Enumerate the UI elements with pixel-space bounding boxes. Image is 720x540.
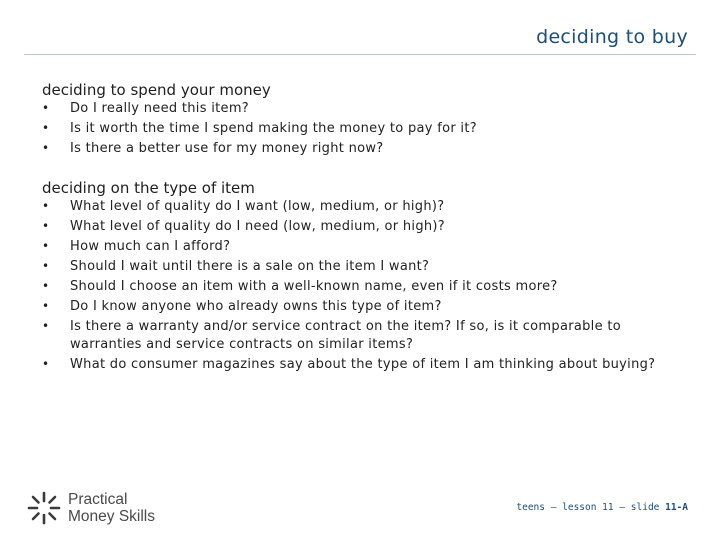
bullet-icon: • xyxy=(42,319,50,334)
slide-title: deciding to buy xyxy=(536,26,688,48)
list-item-text: Should I choose an item with a well-known name, even if it costs more? xyxy=(70,279,558,295)
list-item xyxy=(42,318,682,353)
content xyxy=(42,80,682,393)
list-item xyxy=(42,120,682,138)
list-item-text: What level of quality do I need (low, medium, or high)? xyxy=(70,218,445,234)
list-item xyxy=(42,238,682,256)
list-item xyxy=(42,100,682,118)
list-item-text: Is there a warranty and/or service contract on the item? If so, is it comparable to warranties and service contracts on similar items? xyxy=(70,319,621,352)
bullet-icon: • xyxy=(42,218,50,233)
starburst-icon xyxy=(26,490,62,526)
list-item xyxy=(42,198,682,216)
list-item xyxy=(42,218,682,236)
bullet-icon: • xyxy=(42,198,50,213)
bullet-icon: • xyxy=(42,121,50,136)
list-item-text: Should I wait until there is a sale on the item I want? xyxy=(70,258,430,274)
list-item-text: What do consumer magazines say about the type of item I am thinking about buying? xyxy=(70,356,656,372)
list-item xyxy=(42,278,682,296)
slide-footer xyxy=(516,502,688,513)
bullet-icon: • xyxy=(42,258,50,273)
list-item xyxy=(42,258,682,276)
bullet-list xyxy=(42,100,682,158)
list-item-text: What level of quality do I want (low, medium, or high)? xyxy=(70,198,445,214)
list-item xyxy=(42,298,682,316)
logo-line-1: Practical xyxy=(68,491,128,508)
section-type-of-item xyxy=(42,178,682,374)
list-item xyxy=(42,356,682,374)
logo-text xyxy=(68,491,155,525)
list-item xyxy=(42,140,682,158)
section-spend-money xyxy=(42,80,682,158)
bullet-icon: • xyxy=(42,238,50,253)
title-divider xyxy=(24,54,696,55)
list-item-text: Is there a better use for my money right now? xyxy=(70,141,384,157)
list-item-text: Do I really need this item? xyxy=(70,101,249,116)
slide-number: 11-A xyxy=(665,502,688,513)
bullet-icon: • xyxy=(42,101,50,115)
section-heading: deciding to spend your money xyxy=(42,81,271,99)
footer-label: teens – lesson 11 – slide xyxy=(516,502,666,513)
brand-logo xyxy=(26,488,155,528)
bullet-icon: • xyxy=(42,299,50,314)
list-item-text: How much can I afford? xyxy=(70,238,231,254)
list-item-text: Do I know anyone who already owns this type of item? xyxy=(70,299,442,315)
section-heading: deciding on the type of item xyxy=(42,178,255,197)
bullet-icon: • xyxy=(42,141,50,156)
logo-line-2: Money Skills xyxy=(68,508,155,525)
list-item-text: Is it worth the time I spend making the money to pay for it? xyxy=(70,121,477,137)
bullet-list xyxy=(42,198,682,374)
bullet-icon: • xyxy=(42,279,50,294)
bullet-icon: • xyxy=(42,356,50,371)
